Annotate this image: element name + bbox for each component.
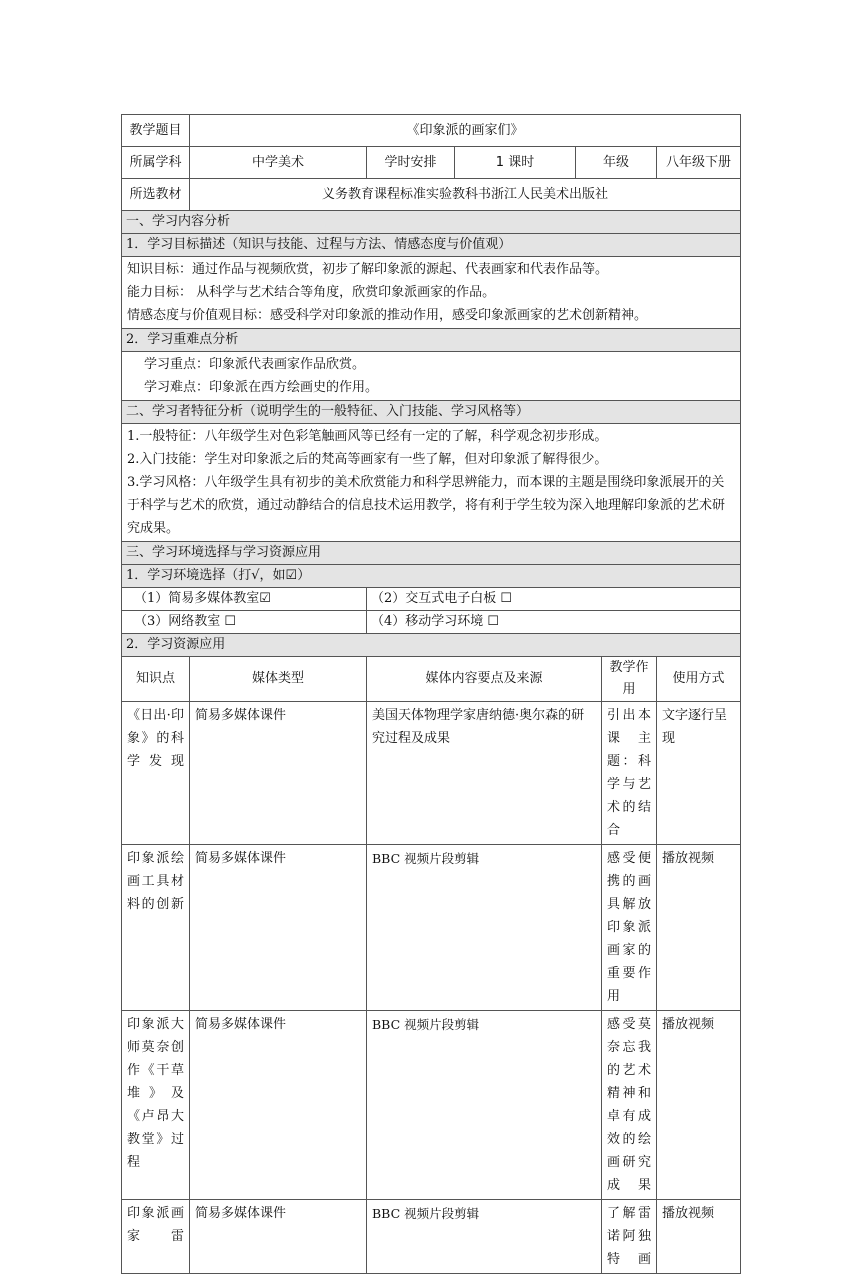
row-1-media: 简易多媒体课件 bbox=[190, 702, 367, 845]
resources-header-row bbox=[122, 657, 741, 702]
textbook-row bbox=[122, 179, 741, 211]
learning-goals bbox=[122, 257, 741, 329]
lesson-plan-page bbox=[121, 114, 740, 1274]
row-3-role: 感受莫奈忘我的艺术精神和卓有成效的绘画研究成果 bbox=[602, 1011, 657, 1200]
row-4-usage: 播放视频 bbox=[657, 1200, 741, 1274]
section-1-title: 一、学习内容分析 bbox=[122, 211, 741, 234]
difficult-point: 学习难点：印象派在西方绘画史的作用。 bbox=[144, 380, 379, 395]
goal-ability: 能力目标： 从科学与艺术结合等角度，欣赏印象派画家的作品。 bbox=[127, 285, 496, 300]
textbook-value: 义务教育课程标准实验教科书浙江人民美术出版社 bbox=[190, 179, 741, 211]
textbook-label: 所选教材 bbox=[122, 179, 190, 211]
col-media-content: 媒体内容要点及来源 bbox=[367, 657, 602, 702]
grade-label: 年级 bbox=[576, 147, 657, 179]
learner-style: 3.学习风格：八年级学生具有初步的美术欣赏能力和科学思辨能力，而本课的主题是围绕印象派展开的关于科学与艺术的欣赏，通过动静结合的信息技术运用教学，将有利于学生较为深入地理解印象派的艺术研究成果。 bbox=[127, 475, 726, 536]
section-3-title: 三、学习环境选择与学习资源应用 bbox=[122, 542, 741, 565]
env-title: 1．学习环境选择（打√，如☑） bbox=[122, 565, 741, 588]
learner-general: 1.一般特征：八年级学生对色彩笔触画风等已经有一定的了解，科学观念初步形成。 bbox=[127, 429, 608, 444]
row-2-media: 简易多媒体课件 bbox=[190, 845, 367, 1011]
row-1-role: 引出本课主题：科学与艺术的结合 bbox=[602, 702, 657, 845]
hours-label: 学时安排 bbox=[367, 147, 455, 179]
key-point: 学习重点：印象派代表画家作品欣赏。 bbox=[144, 357, 366, 372]
subject-value: 中学美术 bbox=[190, 147, 367, 179]
hours-value: 1 课时 bbox=[455, 147, 576, 179]
env-option-4: （4）移动学习环境 ☐ bbox=[367, 611, 741, 634]
section-2-title: 二、学习者特征分析（说明学生的一般特征、入门技能、学习风格等） bbox=[122, 401, 741, 424]
row-4-role: 了解雷诺阿独特画 bbox=[602, 1200, 657, 1274]
row-4-point: 印象派画家雷 bbox=[122, 1200, 190, 1274]
row-1-usage: 文字逐行呈现 bbox=[657, 702, 741, 845]
row-1-point: 《日出·印象》的科学发现 bbox=[122, 702, 190, 845]
learner-skills: 2.入门技能：学生对印象派之后的梵高等画家有一些了解，但对印象派了解得很少。 bbox=[127, 452, 608, 467]
row-3-content: BBC 视频片段剪辑 bbox=[367, 1011, 602, 1200]
env-option-3: （3）网络教室 ☐ bbox=[122, 611, 367, 634]
section-1-sub-keypoints: 2．学习重难点分析 bbox=[122, 329, 741, 352]
subject-row bbox=[122, 147, 741, 179]
col-media-type: 媒体类型 bbox=[190, 657, 367, 702]
learner-features bbox=[122, 424, 741, 542]
table-row bbox=[122, 1011, 741, 1200]
topic-row bbox=[122, 115, 741, 147]
section-1-sub-goals: 1．学习目标描述（知识与技能、过程与方法、情感态度与价值观） bbox=[122, 234, 741, 257]
col-usage: 使用方式 bbox=[657, 657, 741, 702]
env-option-2: （2）交互式电子白板 ☐ bbox=[367, 588, 741, 611]
table-row bbox=[122, 845, 741, 1011]
lesson-plan-table bbox=[121, 114, 741, 1274]
table-row bbox=[122, 1200, 741, 1274]
row-4-content: BBC 视频片段剪辑 bbox=[367, 1200, 602, 1274]
row-2-content: BBC 视频片段剪辑 bbox=[367, 845, 602, 1011]
topic-label: 教学题目 bbox=[122, 115, 190, 147]
env-option-1: （1）简易多媒体教室☑ bbox=[122, 588, 367, 611]
row-3-media: 简易多媒体课件 bbox=[190, 1011, 367, 1200]
row-3-usage: 播放视频 bbox=[657, 1011, 741, 1200]
row-3-point: 印象派大师莫奈创作《干草堆》及《卢昂大教堂》过程 bbox=[122, 1011, 190, 1200]
col-knowledge-point: 知识点 bbox=[122, 657, 190, 702]
row-2-role: 感受便携的画具解放印象派画家的重要作用 bbox=[602, 845, 657, 1011]
resources-title: 2．学习资源应用 bbox=[122, 634, 741, 657]
col-teaching-role: 教学作用 bbox=[602, 657, 657, 702]
row-2-point: 印象派绘画工具材料的创新 bbox=[122, 845, 190, 1011]
grade-value: 八年级下册 bbox=[657, 147, 741, 179]
key-points bbox=[122, 352, 741, 401]
subject-label: 所属学科 bbox=[122, 147, 190, 179]
topic-value: 《印象派的画家们》 bbox=[190, 115, 741, 147]
goal-knowledge: 知识目标：通过作品与视频欣赏，初步了解印象派的源起、代表画家和代表作品等。 bbox=[127, 262, 609, 277]
goal-attitude: 情感态度与价值观目标：感受科学对印象派的推动作用，感受印象派画家的艺术创新精神。 bbox=[127, 308, 648, 323]
row-1-content: 美国天体物理学家唐纳德·奥尔森的研究过程及成果 bbox=[367, 702, 602, 845]
row-2-usage: 播放视频 bbox=[657, 845, 741, 1011]
row-4-media: 简易多媒体课件 bbox=[190, 1200, 367, 1274]
table-row bbox=[122, 702, 741, 845]
